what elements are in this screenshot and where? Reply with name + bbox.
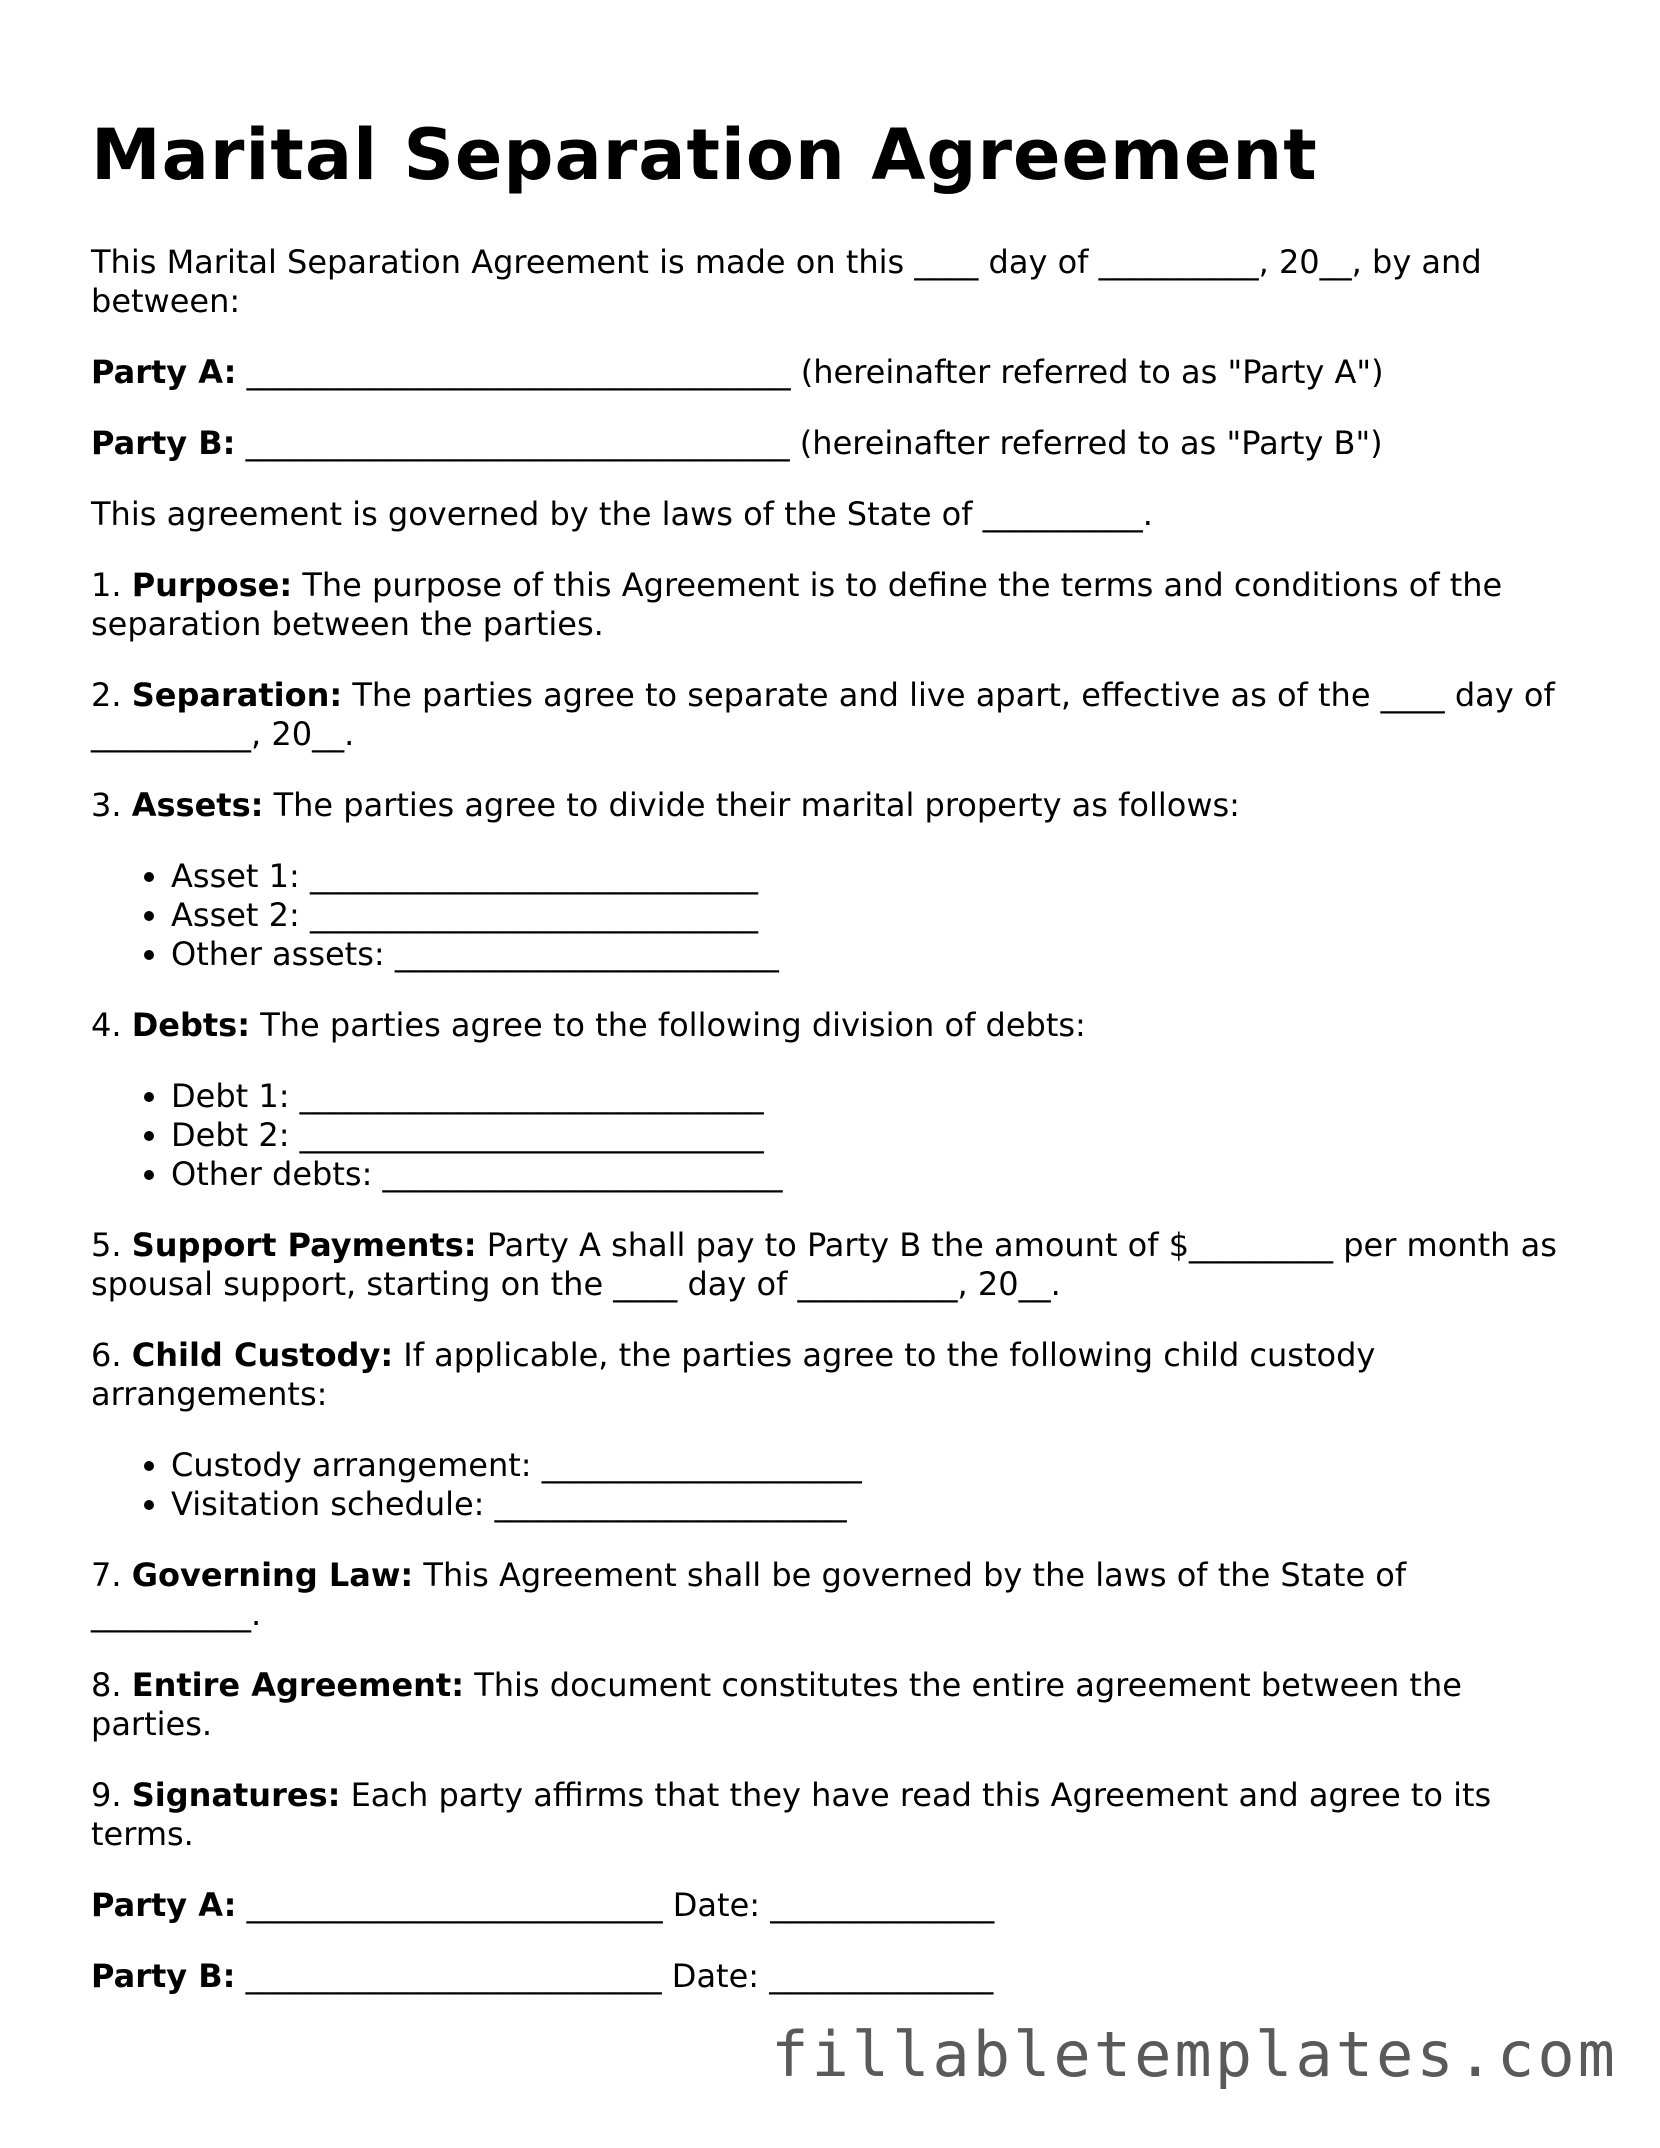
list-item: • Other assets: ________________________ [171, 935, 1571, 974]
section-debts [91, 1006, 1571, 1045]
signature-line-party-a [91, 1886, 1571, 1925]
section-text: The purpose of this Agreement is to define the terms and conditions of the separation between the parties. [91, 566, 1503, 643]
section-number: 3. [91, 786, 132, 824]
page-title: Marital Separation Agreement [91, 114, 1318, 196]
section-heading: Entire Agreement: [131, 1666, 465, 1704]
section-heading: Purpose: [131, 566, 293, 604]
list-item: • Custody arrangement: ____________________ [171, 1446, 1571, 1485]
party-a-label: Party A: [91, 353, 237, 391]
party-b-label: Party B: [91, 424, 236, 462]
custody-list [91, 1446, 1571, 1524]
signature-line-party-b [91, 1957, 1571, 1996]
section-text: This Agreement shall be governed by the laws of the State of __________. [91, 1556, 1407, 1633]
signature-label: Party B: [91, 1957, 236, 1995]
section-heading: Signatures: [131, 1776, 341, 1814]
section-text: If applicable, the parties agree to the following child custody arrangements: [91, 1336, 1376, 1413]
section-support-payments [91, 1226, 1571, 1304]
section-heading: Governing Law: [131, 1556, 414, 1594]
document-page [91, 112, 1571, 1996]
assets-list [91, 857, 1571, 974]
section-number: 9. [91, 1776, 132, 1814]
section-heading: Separation: [131, 676, 343, 714]
party-a-line [91, 353, 1571, 392]
list-item: • Asset 1: ____________________________ [171, 857, 1571, 896]
intro-paragraph: This Marital Separation Agreement is made on this ____ day of __________, 20__, by and between: [91, 243, 1482, 320]
section-separation [91, 676, 1571, 754]
section-heading: Assets: [131, 786, 264, 824]
section-number: 2. [91, 676, 132, 714]
section-child-custody [91, 1336, 1571, 1414]
watermark: fillabletemplates.com [771, 2018, 1618, 2091]
section-text: The parties agree to separate and live apart, effective as of the ____ day of __________, 20__. [91, 676, 1555, 753]
list-item: • Asset 2: ____________________________ [171, 896, 1571, 935]
section-text: Each party affirms that they have read this Agreement and agree to its terms. [91, 1776, 1492, 1853]
section-number: 5. [91, 1226, 132, 1264]
section-purpose [91, 566, 1571, 644]
section-text: The parties agree to the following division of debts: [250, 1006, 1086, 1044]
section-governing-law [91, 1556, 1571, 1634]
section-assets [91, 786, 1571, 825]
section-heading: Debts: [131, 1006, 251, 1044]
signature-blanks: __________________________ Date: ______________ [236, 1886, 995, 1924]
section-text: The parties agree to divide their marital property as follows: [263, 786, 1240, 824]
section-number: 7. [91, 1556, 132, 1594]
section-number: 6. [91, 1336, 132, 1374]
list-item: • Visitation schedule: ______________________ [171, 1485, 1571, 1524]
section-text: This document constitutes the entire agreement between the parties. [91, 1666, 1462, 1743]
party-b-text: __________________________________ (hereinafter referred to as "Party B") [235, 424, 1383, 462]
section-number: 1. [91, 566, 132, 604]
party-b-line [91, 424, 1571, 463]
signature-blanks: __________________________ Date: ______________ [235, 1957, 994, 1995]
list-item: • Debt 1: _____________________________ [171, 1077, 1571, 1116]
governing-state-line: This agreement is governed by the laws of the State of __________. [91, 495, 1153, 533]
section-number: 4. [91, 1006, 132, 1044]
section-number: 8. [91, 1666, 132, 1704]
section-heading: Support Payments: [131, 1226, 477, 1264]
section-text: Party A shall pay to Party B the amount of $_________ per month as spousal support, starting on the ____ day of __________, 20__. [91, 1226, 1557, 1303]
list-item: • Other debts: _________________________ [171, 1155, 1571, 1194]
list-item: • Debt 2: _____________________________ [171, 1116, 1571, 1155]
section-entire-agreement [91, 1666, 1571, 1744]
party-a-text: __________________________________ (hereinafter referred to as "Party A") [236, 353, 1384, 391]
section-signatures [91, 1776, 1571, 1854]
signature-label: Party A: [91, 1886, 237, 1924]
debts-list [91, 1077, 1571, 1194]
section-heading: Child Custody: [131, 1336, 394, 1374]
